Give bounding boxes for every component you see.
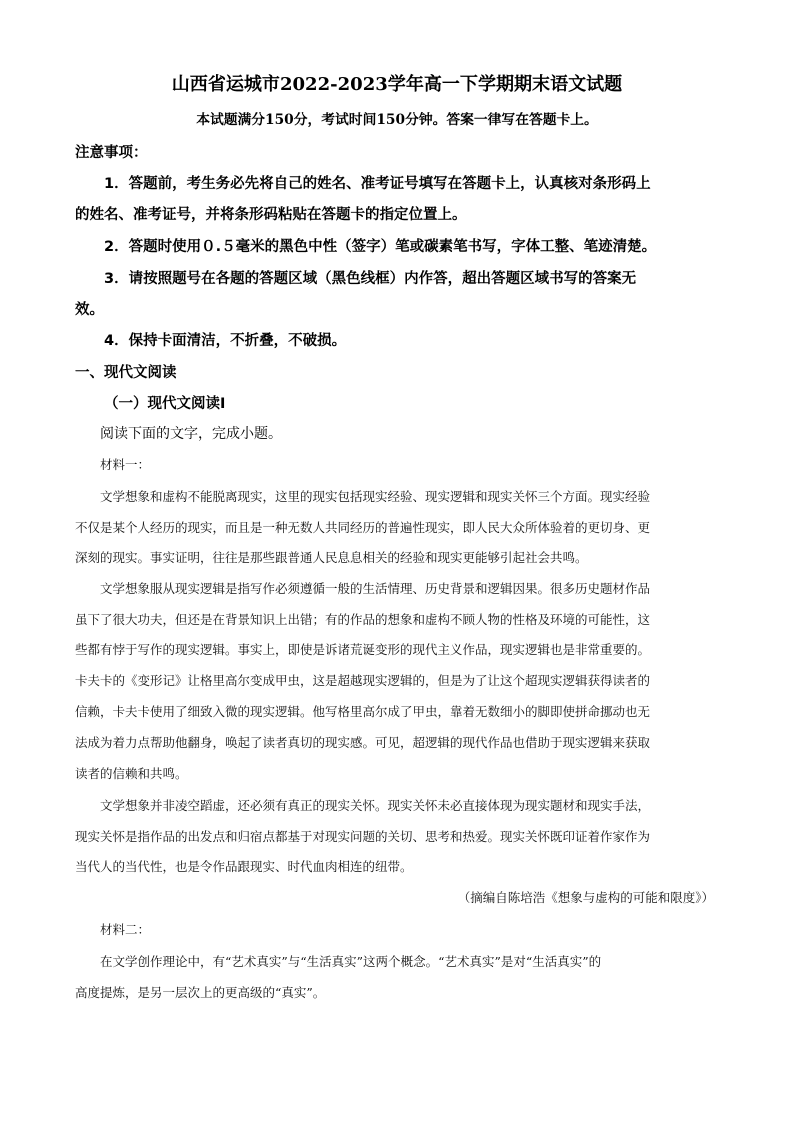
material-line: 在文学创作理论中，有“艺术真实”与“生活真实”这两个概念。“艺术真实”是对“生活真实”的 <box>100 954 602 969</box>
notice-line: 4．保持卡面清洁，不折叠，不破损。 <box>104 333 347 349</box>
material-line: 虽下了很大功夫，但还是在背景知识上出错；有的作品的想象和虚构不顾人物的性格及环境的可能性，这 <box>75 612 651 627</box>
material-line: 当代人的当代性，也是令作品跟现实、时代血肉相连的纽带。 <box>75 859 413 874</box>
material-source: （摘编自陈培浩《想象与虚构的可能和限度》） <box>457 890 714 905</box>
notice-heading: 注意事项： <box>75 145 148 161</box>
material-line: 深刻的现实。事实证明，往往是那些跟普通人民息息相关的经验和现实更能够引起社会共鸣。 <box>75 550 588 565</box>
material-label: 材料二： <box>100 922 151 937</box>
subsection-heading: （一）现代文阅读Ⅰ <box>104 396 226 412</box>
material-line: 信赖，卡夫卡使用了细致入微的现实逻辑。他写格里高尔成了甲虫，靠着无数细小的脚即使拼命挪动也无 <box>75 704 651 719</box>
material-line: 文学想象和虚构不能脱离现实，这里的现实包括现实经验、现实逻辑和现实关怀三个方面。现实经验 <box>100 489 651 504</box>
material-line: 现实关怀是指作品的出发点和归宿点都基于对现实问题的关切、思考和热爱。现实关怀既印证着作家作为 <box>75 829 651 844</box>
material-line: 文学想象并非凌空蹈虚，还必须有真正的现实关怀。现实关怀未必直接体现为现实题材和现实手法， <box>100 798 651 813</box>
material-label: 材料一： <box>100 457 151 472</box>
material-line: 文学想象服从现实逻辑是指写作必须遵循一般的生活情理、历史背景和逻辑因果。很多历史题材作品 <box>100 581 651 596</box>
material-line: 读者的信赖和共鸣。 <box>75 766 188 781</box>
exam-title: 山西省运城市2022-2023学年高一下学期期末语文试题 <box>171 74 623 95</box>
notice-line: 3．请按照题号在各题的答题区域（黑色线框）内作答，超出答题区域书写的答案无 <box>104 271 637 287</box>
notice-line: 1．答题前，考生务必先将自己的姓名、准考证号填写在答题卡上，认真核对条形码上 <box>104 176 651 192</box>
notice-line: 2．答题时使用０.５毫米的黑色中性（签字）笔或碳素笔书写，字体工整、笔迹清楚。 <box>104 239 657 255</box>
notice-line: 的姓名、准考证号，并将条形码粘贴在答题卡的指定位置上。 <box>75 207 467 223</box>
exam-subtitle: 本试题满分150分，考试时间150分钟。答案一律写在答题卡上。 <box>196 112 598 128</box>
material-line: 不仅是某个人经历的现实，而且是一种无数人共同经历的普遍性现实，即人民大众所体验着的更切身、更 <box>75 520 651 535</box>
material-line: 高度提炼，是另一层次上的更高级的“真实”。 <box>75 985 326 1000</box>
material-line: 法成为着力点帮助他翻身，唤起了读者真切的现实感。可见，超逻辑的现代作品也借助于现实逻辑来获取 <box>75 735 651 750</box>
section-heading: 一、现代文阅读 <box>75 365 177 381</box>
notice-line: 效。 <box>75 302 104 318</box>
material-line: 卡夫卡的《变形记》让格里高尔变成甲虫，这是超越现实逻辑的，但是为了让这个超现实逻辑获得读者的 <box>75 673 651 688</box>
material-line: 些都有悖于写作的现实逻辑。事实上，即使是诉诸荒诞变形的现代主义作品，现实逻辑也是非常重要的。 <box>75 642 651 657</box>
reading-instruction: 阅读下面的文字，完成小题。 <box>100 426 282 442</box>
